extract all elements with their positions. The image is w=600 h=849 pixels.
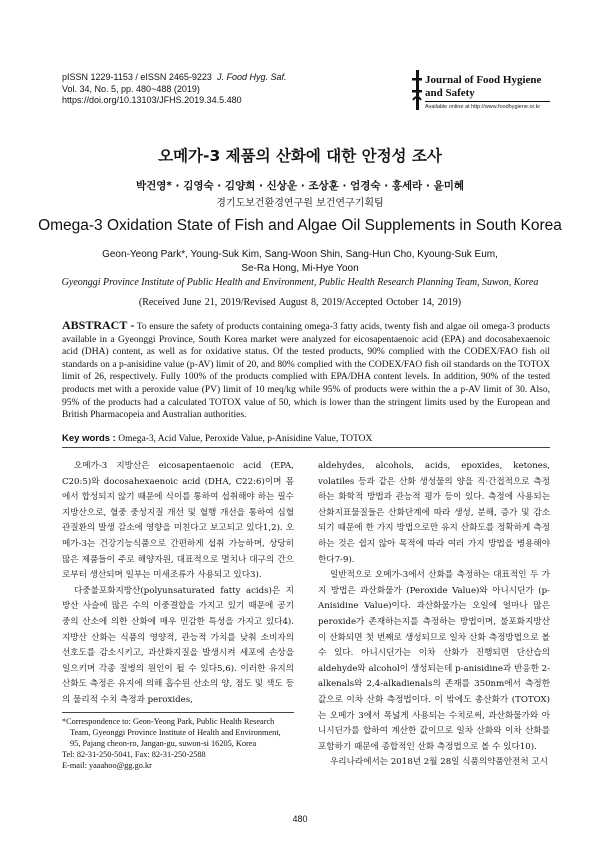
footnote-email[interactable]: E-mail: yaaahoo@gg.go.kr xyxy=(62,761,152,770)
paragraph: 일반적으로 오메가-3에서 산화를 측정하는 대표적인 두 가지 방법은 과산화물가 (Peroxide Value)와 아니시딘가 (p-Anisidine Value)이다. 과산화물가는 오일에 얼마나 많은 peroxide가 존재하는지를 측정하는 방법이며, 불포화지방산이 산화되면 첫 번째로 생성되므로 일차 산화 측정방법으로 볼 수 있다. 아니시딘가는 이차 산화가 진행되면 단산습의 aldehyde와 alcohol이 생성되는데 p-anisidine과 반응한 2-alkenals와 2,4-alkadienals의 존재를 350nm에서 측정한 값으로 이차 산화 측정법이다. 이 밖에도 총산화가 (TOTOX)는 오메가 3에서 폭넓게 사용되는 수치로써, 과산화물가와 아니시딘가를 합하여 계산한 값이므로 일차 산화와 이차 산화를 포함하기 때문에 종합적인 산화 측정법으로 볼 수 있다10). xyxy=(318,570,550,752)
paragraph: 다중불포화지방산(polyunsaturated fatty acids)은 지방산 사슬에 많은 수의 이중결합을 가지고 있기 때문에 공기 중의 산소에 의한 산화에 매우 민감한 특성을 가지고 있다4). 지방산 산화는 식품의 영양적, 관능적 가치를 낮춰 소비자의 선호도를 감소시키고, 과산화지질을 발생시켜 세포에 손상을 일으키며 각종 질병의 원인이 될 수 있다5,6). 이러한 유지의 산화도 측정은 유지에 의해 흡수된 산소의 양, 점도 및 색도 등의 물리적 수치 측정과 peroxides, xyxy=(62,585,294,705)
journal-abbrev: J. Food Hyg. Saf. xyxy=(216,72,287,82)
footnote-line: Tel: 82-31-250-5041, Fax: 82-31-250-2588 xyxy=(62,750,206,759)
received-dates: (Received June 21, 2019/Revised August 8, 2019/Accepted October 14, 2019) xyxy=(138,297,462,308)
footnote-line: *Correspondence to: Geon-Yeong Park, Public Health Research xyxy=(62,717,275,726)
footnote-divider xyxy=(62,712,294,713)
journal-logo-title-line2: and Safety xyxy=(425,87,475,99)
affiliation-english: Gyeonggi Province Institute of Public Health and Environment, Public Health Research Planning Team, Suwon, Korea xyxy=(61,277,539,288)
title-korean: 오메가-3 제품의 산화에 대한 안정성 조사 xyxy=(158,147,442,165)
doi-link[interactable]: https://doi.org/10.13103/JFHS.2019.34.5.480 xyxy=(62,95,242,105)
affiliation-korean: 경기도보건환경연구원 보건연구기획팀 xyxy=(216,198,384,209)
keywords xyxy=(62,433,550,444)
journal-header xyxy=(62,72,286,107)
keywords-text: Omega-3, Acid Value, Peroxide Value, p-Anisidine Value, TOTOX xyxy=(118,434,373,444)
paragraph: aldehydes, alcohols, acids, epoxides, ketones, volatiles 등과 같은 산화 생성물의 양을 직·간접적으로 측정하는 화학적 방법과 관능적 평가 등이 있다. 측정에 사용되는 산화지표물질들은 산화단계에 따라 생성, 분해, 증가 및 감소되기 때문에 한 가지 방법으로만 유지 산화도를 정확하게 측정하는 것은 쉽지 않아 목적에 따라 여러 가지 방법을 병용해야 한다7-9). xyxy=(318,461,550,565)
correspondence-footnote xyxy=(62,716,302,771)
page-number: 480 xyxy=(292,814,308,824)
journal-logo-title xyxy=(425,74,541,100)
paragraph: 우리나라에서는 2018년 2월 28일 식품의약품안전처 고시 xyxy=(330,757,548,768)
journal-logo-title-line1: Journal of Food Hygiene xyxy=(425,74,542,86)
authors-english-line1: Geon-Yeong Park*, Young-Suk Kim, Sang-Woon Shin, Sang-Hun Cho, Kyoung-Suk Eum, xyxy=(102,249,498,260)
body-left-column xyxy=(62,459,294,709)
authors-english-line2: Se-Ra Hong, Mi-Hye Yoon xyxy=(241,263,359,274)
logo-divider xyxy=(425,101,550,102)
abstract xyxy=(62,319,550,422)
authors-english xyxy=(30,248,570,276)
volume-info: Vol. 34, No. 5, pp. 480~488 (2019) xyxy=(62,83,200,94)
issn: pISSN 1229-1153 / eISSN 2465-9223 xyxy=(62,72,212,82)
footnote-line: Team, Gyeonggi Province Institute of Health and Environment, xyxy=(70,728,281,737)
abstract-text: To ensure the safety of products containing omega-3 fatty acids, twenty fish and algae oil omega-3 products available in a Gyeonggi Province, South Korea market were analyzed for eicosapentaenoic acid (EPA) and docosahexaenoic acid (DHA) content, as well as for oxidative status. Of the tested products, 90% complied with the CODEX/FAO fish oil standards on a p-anisidine value (p-AV) limit of 20, and 80% complied with the CODEX/FAO fish oil standards on the TOTOX limit of 26, respectively. Fully 100% of the products complied with EPA/DHA content levels. In addition, 90% of the tested products met with a peroxide value (PV) limit of 10 meq/kg while 95% of products were within the a p-AV limit of 30. Also, 95% of the products had a calculated TOTOX value of 50, which is lower than the stringent limits used by the European and British Pharmacopeia and Australian authorities. xyxy=(62,322,550,421)
footnote-line: 95, Pajang cheon-ro, Jangan-gu, suwon-si 16205, Korea xyxy=(70,739,257,748)
abstract-label: ABSTRACT - xyxy=(62,318,135,332)
title-english: Omega-3 Oxidation State of Fish and Algae Oil Supplements in South Korea xyxy=(38,217,562,234)
keywords-label: Key words : xyxy=(62,433,116,444)
body-right-column xyxy=(318,459,550,771)
journal-availability[interactable]: Available online at http://www.foodhygiene.or.kr xyxy=(425,104,541,110)
keywords-divider xyxy=(62,447,550,448)
journal-logo-icon xyxy=(411,70,423,110)
paragraph: 오메가-3 지방산은 eicosapentaenoic acid (EPA, C20:5)와 docosahexaenoic acid (DHA, C22:6)이며 몸에서 합성되지 않기 때문에 식이를 통하여 섭취해야 하는 필수 지방산으로, 혈중 중성지질 개선 및 혈행 개선을 통하여 심혈관질환의 발생 감소에 영향을 미친다고 보고되고 있다1,2). 오메가-3는 건강기능식품으로 간편하게 섭취 가능하며, 상당히 많은 제품들이 주로 해양자원, 대표적으로 멸치나 대구의 간으로부터 생산되며 일부는 미세조류가 사용되고 있다3). xyxy=(62,461,294,581)
authors-korean: 박건영* · 김영숙 · 김양희 · 신상운 · 조상훈 · 엄경숙 · 홍세라 · 윤미혜 xyxy=(135,180,465,192)
